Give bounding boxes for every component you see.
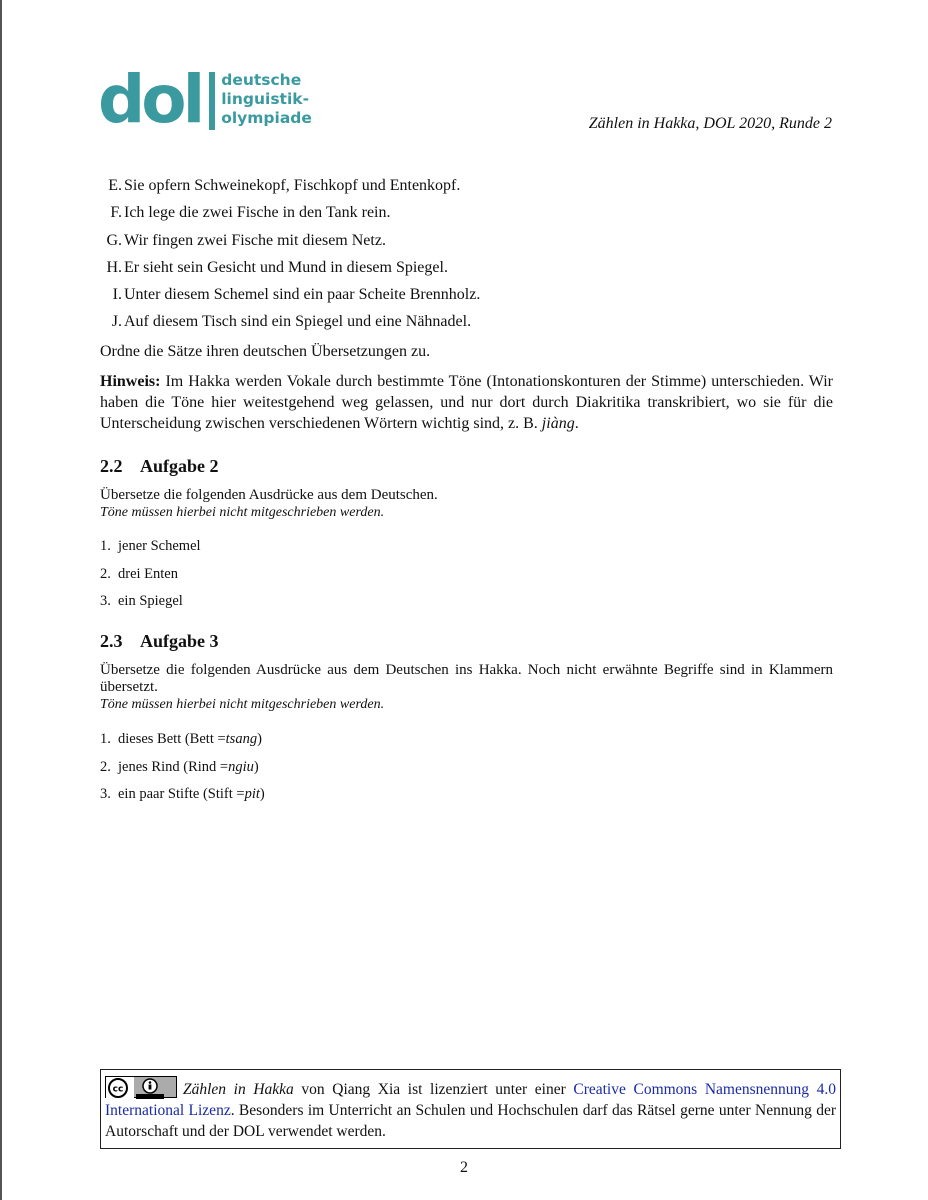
- sentence-letter: G.: [106, 231, 122, 249]
- sentence-text: Auf diesem Tisch sind ein Spiegel und eine Nähnadel.: [124, 313, 472, 331]
- page-number: 2: [460, 1159, 468, 1176]
- sentence-text: Unter diesem Schemel sind ein paar Scheite Brennholz.: [124, 286, 481, 304]
- sentence-item: [100, 176, 480, 203]
- sentence-letter: H.: [106, 258, 122, 276]
- hint-label: Hinweis:: [100, 373, 161, 390]
- task3-intro: [100, 662, 833, 713]
- task2-number: 2.2: [100, 456, 123, 476]
- task2-intro-text: Übersetze die folgenden Ausdrücke aus dem Deutschen.: [100, 487, 438, 503]
- sentence-item: [100, 203, 480, 230]
- item-number: 1.: [100, 538, 111, 554]
- sentence-letter: F.: [110, 204, 122, 222]
- item-number: 3.: [100, 593, 111, 610]
- list-item: [100, 566, 201, 594]
- hint-text: Im Hakka werden Vokale durch bestimmte Töne (Intonationskonturen der Stimme) unterschieden. Wir haben die Töne hier weitestgehend weg gelassen, und nur dort durch Diakritika transkribiert, wo sie für die Unterscheidung zwischen verschiedenen Wörtern wichtig sind, z. B.: [100, 373, 833, 432]
- sentence-text: Wir fingen zwei Fische mit diesem Netz.: [124, 231, 386, 249]
- task3-number: 2.3: [100, 631, 123, 651]
- task3-intro-text: Übersetze die folgenden Ausdrücke aus dem Deutschen ins Hakka. Noch nicht erwähnte Begriffe sind in Klammern übersetzt.: [100, 662, 833, 695]
- item-text: ein paar Stifte (Stift =: [118, 786, 245, 803]
- svg-text:cc: cc: [112, 1084, 124, 1095]
- item-text: jener Schemel: [118, 538, 201, 554]
- item-text: ein Spiegel: [118, 593, 183, 610]
- task3-title: Aufgabe 3: [140, 631, 219, 651]
- instruction: Ordne die Sätze ihren deutschen Übersetzungen zu.: [100, 343, 431, 360]
- license-text-2: . Besonders im Unterricht an Schulen und Hochschulen darf das Rätsel gerne unter Nennung der Autorschaft und der DOL verwendet werden.: [105, 1102, 836, 1140]
- task3-note: Töne müssen hierbei nicht mitgeschrieben werden.: [100, 697, 385, 712]
- license-title: Zählen in Hakka: [183, 1081, 294, 1098]
- logo-divider: [209, 72, 215, 130]
- logo-line: linguistik-: [221, 90, 310, 108]
- list-item: [100, 593, 201, 621]
- item-text: dieses Bett (Bett =: [118, 731, 226, 747]
- logo-mark: dol: [98, 61, 202, 138]
- sentence-letter: E.: [108, 177, 122, 194]
- logo-line: olympiade: [221, 109, 312, 127]
- item-number: 1.: [100, 731, 111, 747]
- running-head: Zählen in Hakka, DOL 2020, Runde 2: [588, 115, 832, 132]
- sentence-item: [100, 231, 480, 258]
- list-item: [100, 731, 265, 759]
- item-term: tsang: [225, 731, 258, 747]
- logo-text: [221, 71, 312, 128]
- license-box: [100, 1069, 841, 1149]
- list-item: [100, 786, 265, 814]
- task2-heading: [100, 456, 219, 477]
- sentence-letter: I.: [112, 286, 122, 304]
- sentence-letter: J.: [111, 313, 122, 331]
- hint-example: jiàng: [541, 415, 575, 432]
- task2-title: Aufgabe 2: [140, 456, 219, 476]
- list-item: [100, 538, 201, 566]
- page-edge: [0, 0, 2, 1200]
- sentence-text: Sie opfern Schweinekopf, Fischkopf und Entenkopf.: [124, 177, 461, 194]
- cc-by-icon: [106, 1077, 178, 1099]
- task3-list: [100, 731, 265, 814]
- sentence-item: [100, 285, 480, 312]
- list-item: [100, 759, 265, 787]
- item-end: ): [259, 786, 265, 803]
- cc-by-badge[interactable]: [105, 1076, 177, 1098]
- sentence-item: [100, 258, 480, 285]
- task2-list: [100, 538, 201, 621]
- license-link[interactable]: Creative Commons Namensnennung 4.0 International Lizenz: [105, 1081, 836, 1119]
- hint-paragraph: [100, 371, 833, 434]
- hint-end: .: [574, 415, 579, 432]
- item-term: ngiu: [228, 758, 254, 775]
- item-term: pit: [244, 786, 260, 803]
- item-text: drei Enten: [118, 565, 178, 582]
- sentence-text: Er sieht sein Gesicht und Mund in diesem Spiegel.: [124, 258, 448, 276]
- dol-logo: [98, 61, 312, 138]
- sentence-list: [100, 176, 480, 340]
- task2-note: Töne müssen hierbei nicht mitgeschrieben werden.: [100, 505, 385, 520]
- task3-heading: [100, 631, 219, 652]
- item-number: 3.: [100, 786, 111, 803]
- sentence-text: Ich lege die zwei Fische in den Tank rein.: [124, 204, 391, 222]
- item-number: 2.: [100, 758, 111, 775]
- item-end: ): [253, 758, 259, 775]
- item-end: ): [257, 731, 262, 747]
- sentence-item: [100, 312, 480, 339]
- license-text-1: von Qiang Xia ist lizenziert unter einer: [293, 1081, 574, 1098]
- item-number: 2.: [100, 565, 111, 582]
- logo-line: deutsche: [221, 71, 302, 89]
- item-text: jenes Rind (Rind =: [118, 758, 229, 775]
- task2-intro: [100, 487, 833, 521]
